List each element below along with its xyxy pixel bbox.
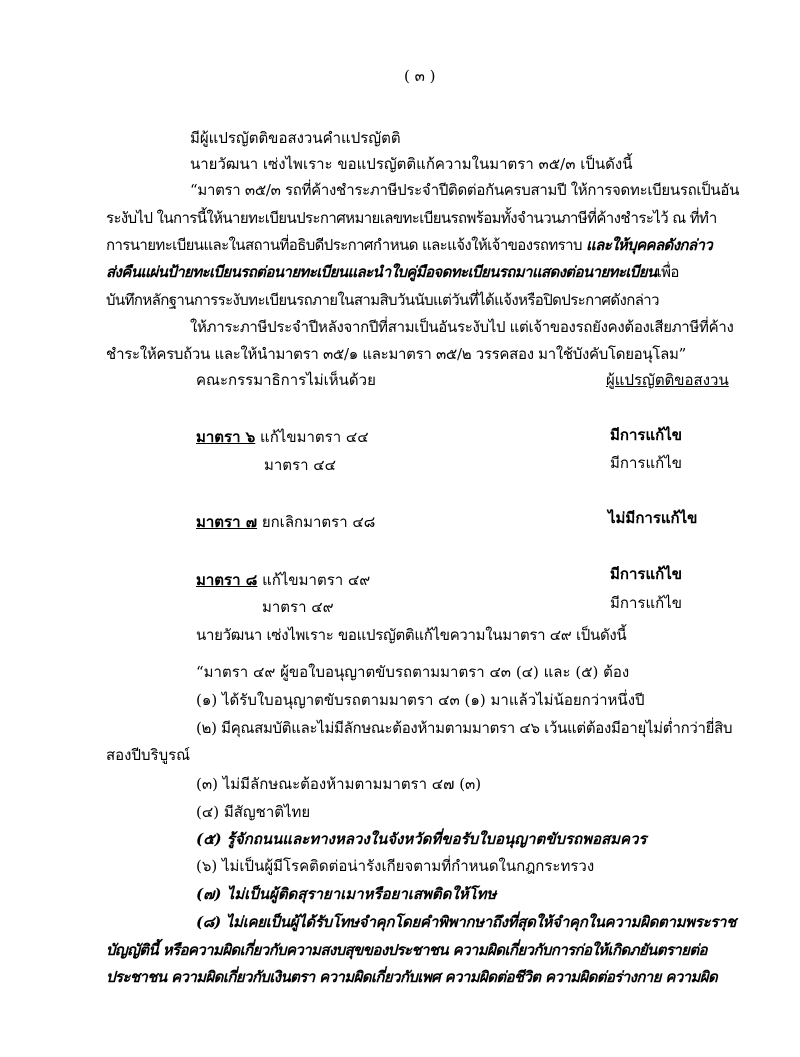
section-7-text: ยกเลิกมาตรา ๔๘ [257, 513, 376, 531]
sec353-line-7: ชำระให้ครบถ้วน และให้นำมาตรา ๓๕/๑ และมาตรา ๓๕/๒ วรรคสอง มาใช้บังคับโดยอนุโลม” [106, 345, 686, 363]
page-number: ( ๓ ) [404, 67, 436, 85]
sec353-line-4-italic: ส่งคืนแผ่นป้ายทะเบียนรถต่อนายทะเบียนและนำใบคู่มือจดทะเบียนรถมาแสดงต่อนายทะเบียน [106, 263, 657, 281]
section-6-label: มาตรา ๖ [196, 428, 256, 446]
section-6-sub-status: มีการแก้ไข [610, 454, 682, 472]
amend49-item-3: (๓) ไม่มีลักษณะต้องห้ามตามมาตรา ๔๗ (๓) [196, 775, 482, 793]
sec353-line-5: บันทึกหลักฐานการระงับทะเบียนรถภายในสามสิบวันนับแต่วันที่ได้แจ้งหรือปิดประกาศดังกล่าว [106, 291, 659, 309]
amend49-item-1: (๑) ได้รับใบอนุญาตขับรถตามมาตรา ๔๓ (๑) มาแล้วไม่น้อยกว่าหนึ่งปี [196, 691, 645, 709]
amend49-item-2b: สองปีบริบูรณ์ [106, 746, 191, 764]
header-line-1: มีผู้แปรญัตติขอสงวนคำแปรญัตติ [190, 129, 401, 147]
section-6-heading [196, 427, 369, 447]
section-8-text: แก้ไขมาตรา ๔๙ [257, 571, 371, 589]
committee-disagree: คณะกรรมาธิการไม่เห็นด้วย [196, 371, 376, 389]
header-line-2: นายวัฒนา เซ่งไพเราะ ขอแปรญัตติแก้ความในมาตรา ๓๕/๓ เป็นดังนี้ [190, 155, 633, 173]
sec353-line-1: “มาตรา ๓๕/๓ รถที่ค้างชำระภาษีประจำปีติดต่อกันครบสามปี ให้การจดทะเบียนรถเป็นอัน [190, 181, 740, 199]
amend49-item-4: (๔) มีสัญชาติไทย [196, 803, 311, 821]
sec353-line-2: ระงับไป ในการนี้ให้นายทะเบียนประกาศหมายเลขทะเบียนรถพร้อมทั้งจำนวนภาษีที่ค้างชำระไว้ ณ ที่ทำ [106, 209, 717, 227]
amend49-item-5: (๕) รู้จักถนนและทางหลวงในจังหวัดที่ขอรับใบอนุญาตขับรถพอสมควร [196, 830, 647, 848]
section-8-label: มาตรา ๘ [196, 571, 258, 589]
section-8-sub-status: มีการแก้ไข [610, 594, 682, 612]
section-8-status: มีการแก้ไข [610, 565, 682, 583]
sec353-line-3-text: การนายทะเบียนและในสถานที่อธิบดีประกาศกำหนด และแจ้งให้เจ้าของรถทราบ [106, 236, 587, 254]
amend49-item-2a: (๒) มีคุณสมบัติและไม่มีลักษณะต้องห้ามตามมาตรา ๔๖ เว้นแต่ต้องมีอายุไม่ต่ำกว่ายี่สิบ [196, 719, 733, 737]
sec353-line-4-text: เพื่อ [656, 263, 679, 281]
amend49-item-8b: บัญญัตินี้ หรือความผิดเกี่ยวกับความสงบสุขของประชาชน ความผิดเกี่ยวกับการก่อให้เกิดภยันตรายต่อ [106, 941, 707, 959]
reserved-opinion-label: ผู้แปรญัตติขอสงวน [606, 371, 729, 389]
section-6-status: มีการแก้ไข [610, 426, 682, 444]
amend49-line-1: “มาตรา ๔๙ ผู้ขอใบอนุญาตขับรถตามมาตรา ๔๓ (๔) และ (๕) ต้อง [196, 663, 630, 681]
amend49-item-6: (๖) ไม่เป็นผู้มีโรคติดต่อน่ารังเกียจตามที่กำหนดในกฎกระทรวง [196, 857, 595, 875]
section-7-status: ไม่มีการแก้ไข [608, 509, 698, 527]
section-8-sub: มาตรา ๔๙ [262, 598, 334, 616]
section-7-label: มาตรา ๗ [196, 513, 258, 531]
amend49-item-8c: ประชาชน ความผิดเกี่ยวกับเงินตรา ความผิดเกี่ยวกับเพศ ความผิดต่อชีวิต ความผิดต่อร่างกาย ความผิด [106, 968, 718, 986]
sec353-line-3 [106, 235, 712, 255]
amend49-intro: นายวัฒนา เซ่งไพเราะ ขอแปรญัตติแก้ไขความในมาตรา ๔๙ เป็นดังนี้ [196, 626, 627, 644]
amend49-item-7: (๗) ไม่เป็นผู้ติดสุรายาเมาหรือยาเสพติดให้โทษ [196, 885, 497, 903]
sec353-line-3-italic: และให้บุคคลดังกล่าว [586, 236, 713, 254]
sec353-line-4 [106, 262, 679, 282]
sec353-line-6: ให้ภาระภาษีประจำปีหลังจากปีที่สามเป็นอันระงับไป แต่เจ้าของรถยังคงต้องเสียภาษีที่ค้าง [190, 318, 734, 336]
section-8-heading [196, 570, 370, 590]
section-6-text: แก้ไขมาตรา ๔๔ [255, 428, 369, 446]
section-6-sub: มาตรา ๔๔ [264, 456, 337, 474]
section-7-heading [196, 512, 375, 532]
amend49-item-8a: (๘) ไม่เคยเป็นผู้ได้รับโทษจำคุกโดยคำพิพากษาถึงที่สุดให้จำคุกในความผิดตามพระราช [196, 913, 737, 931]
